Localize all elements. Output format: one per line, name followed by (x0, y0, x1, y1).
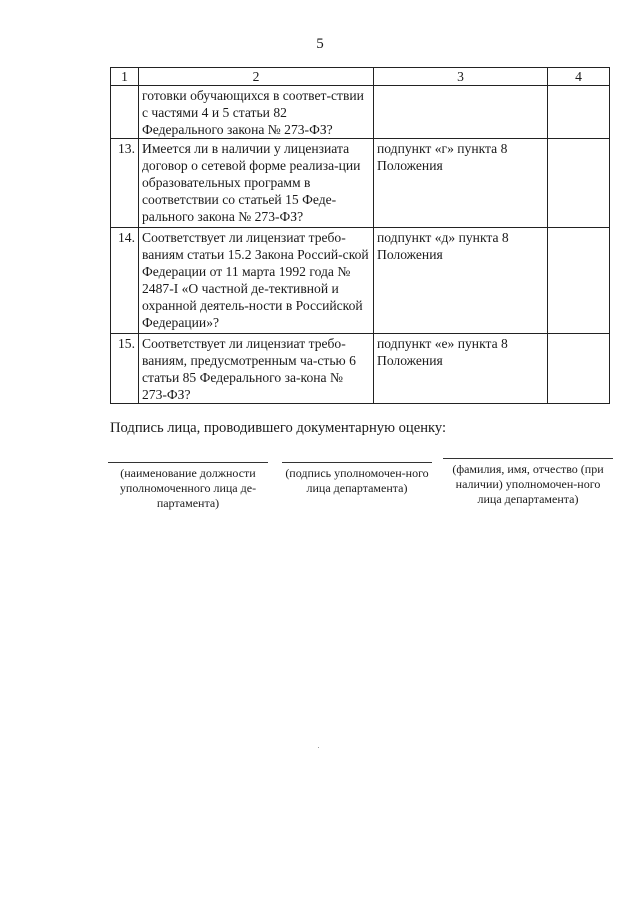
row-result-cell (548, 86, 610, 139)
row-number: 15. (111, 334, 139, 404)
checklist-table (110, 67, 610, 404)
signature-line (443, 458, 613, 459)
row-reference: подпункт «г» пункта 8 Положения (374, 139, 548, 228)
table-row (111, 334, 610, 404)
signature-field-label: (подпись уполномочен-ного лица департамента) (285, 466, 429, 495)
table-row (111, 139, 610, 228)
row-question: готовки обучающихся в соответ-ствии с частями 4 и 5 статьи 82 Федерального закона № 273-ФЗ? (139, 86, 374, 139)
signature-line (282, 462, 432, 463)
row-number: 14. (111, 228, 139, 334)
row-reference (374, 86, 548, 139)
table-row (111, 86, 610, 139)
signature-line (108, 462, 268, 463)
scan-speck (318, 747, 319, 748)
header-cell-3: 3 (374, 68, 548, 86)
row-question: Соответствует ли лицензиат требо-ваниям, предусмотренным ча-стью 6 статьи 85 Федерального за-кона № 273-ФЗ? (139, 334, 374, 404)
row-question: Соответствует ли лицензиат требо-ваниям статьи 15.2 Закона Россий-ской Федерации от 11 марта 1992 года № 2487-I «О частной де-тективной и охранной деятель-ности в Российской Федерации»? (139, 228, 374, 334)
row-number: 13. (111, 139, 139, 228)
signature-field-name (443, 458, 613, 507)
table-header-row (111, 68, 610, 86)
header-cell-4: 4 (548, 68, 610, 86)
signature-field-label: (фамилия, имя, отчество (при наличии) уполномочен-ного лица департамента) (452, 462, 604, 506)
row-question: Имеется ли в наличии у лицензиата договор о сетевой форме реализа-ции образовательных программ в соответствии со статьей 15 Феде-рального закона № 273-ФЗ? (139, 139, 374, 228)
page-number: 5 (316, 36, 324, 52)
signature-field-position (108, 462, 268, 511)
table-row (111, 228, 610, 334)
signature-field-label: (наименование должности уполномоченного лица де-партамента) (119, 466, 257, 510)
signature-caption: Подпись лица, проводившего документарную оценку: (110, 420, 447, 436)
row-number (111, 86, 139, 139)
header-cell-1: 1 (111, 68, 139, 86)
row-result-cell (548, 139, 610, 228)
row-result-cell (548, 228, 610, 334)
row-reference: подпункт «е» пункта 8 Положения (374, 334, 548, 404)
row-reference: подпункт «д» пункта 8 Положения (374, 228, 548, 334)
row-result-cell (548, 334, 610, 404)
signature-field-signature (282, 462, 432, 496)
header-cell-2: 2 (139, 68, 374, 86)
